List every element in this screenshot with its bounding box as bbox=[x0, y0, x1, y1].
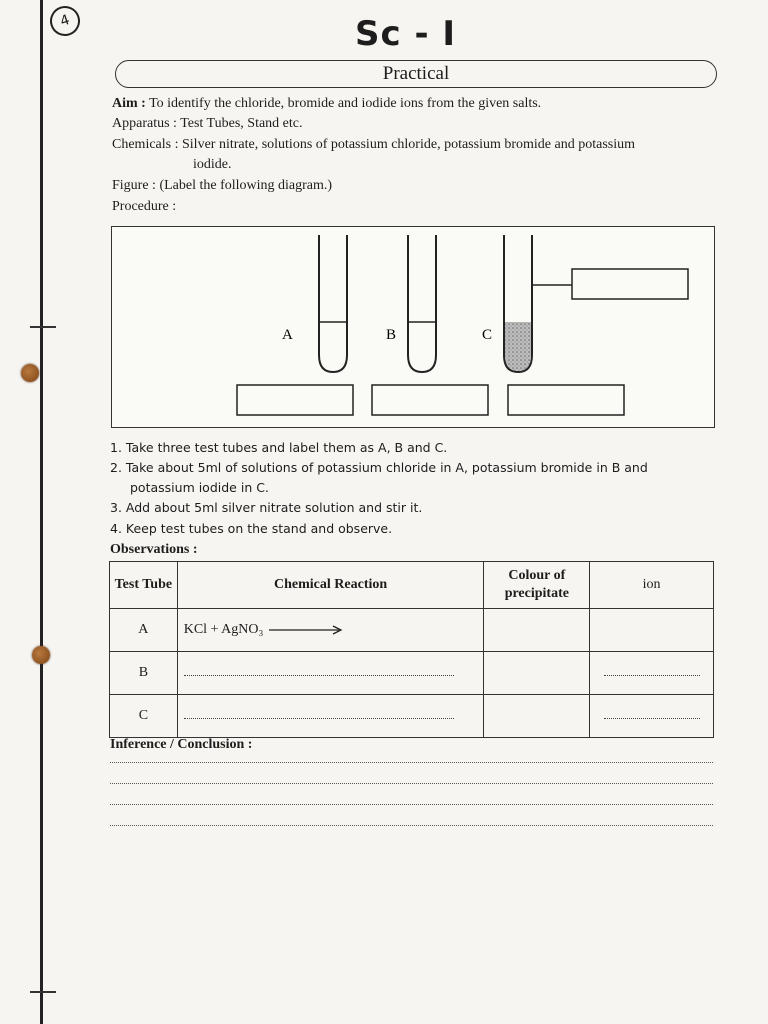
tube-label-b: B bbox=[386, 327, 397, 343]
page-number: 4 bbox=[46, 2, 84, 40]
procedure-step: potassium iodide in C. bbox=[130, 480, 269, 495]
page-title: Practical bbox=[382, 63, 450, 84]
reaction-cell[interactable] bbox=[177, 652, 484, 695]
blank-line bbox=[184, 718, 454, 719]
figure-label: Figure : bbox=[112, 178, 156, 193]
apparatus-line bbox=[112, 116, 303, 132]
ion-cell[interactable] bbox=[590, 609, 714, 652]
conclusion-line[interactable] bbox=[110, 804, 713, 805]
column-header: Chemical Reaction bbox=[177, 562, 484, 609]
procedure-step: 2. Take about 5ml of solutions of potassium chloride in A, potassium bromide in B and bbox=[110, 460, 648, 475]
observation-table bbox=[109, 561, 714, 738]
aim-label: Aim : bbox=[112, 96, 146, 111]
arrow-icon bbox=[267, 625, 347, 635]
blank-line bbox=[184, 675, 454, 676]
table-row bbox=[110, 695, 714, 738]
reaction-cell[interactable] bbox=[177, 609, 484, 652]
blank-line bbox=[604, 718, 700, 719]
handwritten-title: Sc - I bbox=[355, 14, 457, 54]
colour-cell[interactable] bbox=[484, 609, 590, 652]
table-header-row bbox=[110, 562, 714, 609]
precipitate-speckle bbox=[505, 322, 531, 371]
margin-line bbox=[40, 0, 43, 1024]
column-header: Test Tube bbox=[110, 562, 178, 609]
label-box-b bbox=[372, 385, 488, 415]
conclusion-heading: Inference / Conclusion : bbox=[110, 737, 253, 752]
tube-label-a: A bbox=[282, 327, 293, 343]
procedure-step: 3. Add about 5ml silver nitrate solution and stir it. bbox=[110, 500, 423, 515]
reaction-cell[interactable] bbox=[177, 695, 484, 738]
tube-cell: B bbox=[110, 652, 178, 695]
table-row bbox=[110, 652, 714, 695]
label-box-a bbox=[237, 385, 353, 415]
label-box-precipitate bbox=[572, 269, 688, 299]
tube-cell: C bbox=[110, 695, 178, 738]
chemicals-label: Chemicals : bbox=[112, 137, 179, 152]
apparatus-label: Apparatus : bbox=[112, 116, 177, 131]
chemicals-text: Silver nitrate, solutions of potassium chloride, potassium bromide and potassium bbox=[182, 137, 636, 152]
figure-text: (Label the following diagram.) bbox=[159, 178, 333, 193]
label-box-c bbox=[508, 385, 624, 415]
conclusion-line[interactable] bbox=[110, 783, 713, 784]
conclusion-line[interactable] bbox=[110, 825, 713, 826]
column-header: Colour of precipitate bbox=[484, 562, 590, 609]
colour-cell[interactable] bbox=[484, 695, 590, 738]
figure-line bbox=[112, 178, 332, 194]
blank-line bbox=[604, 675, 700, 676]
margin-tick bbox=[30, 326, 56, 328]
aim-text: To identify the chloride, bromide and iodide ions from the given salts. bbox=[149, 96, 542, 111]
conclusion-line[interactable] bbox=[110, 762, 713, 763]
test-tube-b bbox=[408, 235, 436, 372]
punch-hole bbox=[32, 646, 50, 664]
apparatus-text: Test Tubes, Stand etc. bbox=[180, 116, 303, 131]
reaction-text: KCl + AgNO₃ bbox=[183, 622, 264, 637]
margin-tick bbox=[30, 991, 56, 993]
table-row bbox=[110, 609, 714, 652]
procedure-step: 1. Take three test tubes and label them as A, B and C. bbox=[110, 440, 448, 455]
colour-cell[interactable] bbox=[484, 652, 590, 695]
test-tube-diagram bbox=[111, 226, 715, 428]
chemicals-line-cont: iodide. bbox=[193, 157, 232, 172]
procedure-label: Procedure : bbox=[112, 199, 177, 214]
aim-line bbox=[112, 96, 541, 112]
title-banner bbox=[115, 60, 717, 88]
chemicals-line bbox=[112, 137, 635, 153]
procedure-step: 4. Keep test tubes on the stand and observe. bbox=[110, 521, 393, 536]
ion-cell[interactable] bbox=[590, 652, 714, 695]
ion-cell[interactable] bbox=[590, 695, 714, 738]
column-header: ion bbox=[590, 562, 714, 609]
punch-hole bbox=[21, 364, 39, 382]
observations-heading: Observations : bbox=[110, 542, 198, 557]
tube-label-c: C bbox=[482, 327, 493, 343]
tube-cell: A bbox=[110, 609, 178, 652]
test-tube-a bbox=[319, 235, 347, 372]
